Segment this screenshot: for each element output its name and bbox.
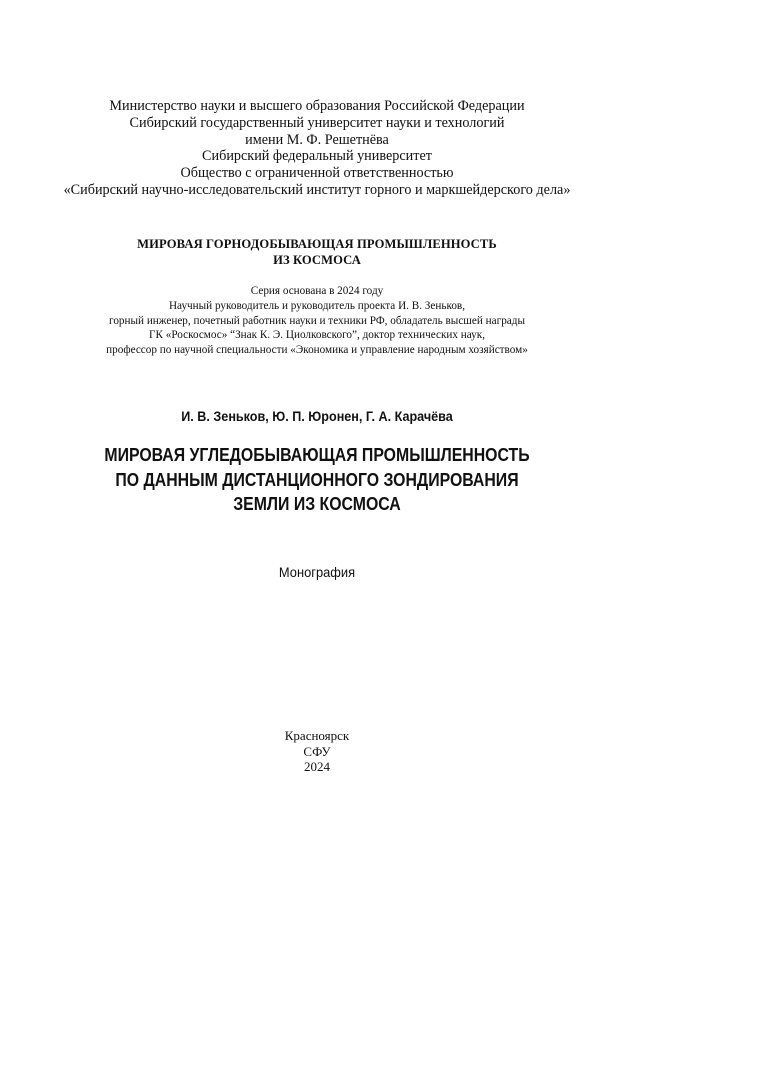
institution-line-sfu: Сибирский федеральный университет <box>202 148 432 165</box>
authors-line: И. В. Зеньков, Ю. П. Юронен, Г. А. Карачёва <box>181 408 453 424</box>
institution-line-ministry: Министерство науки и высшего образования Российской Федерации <box>109 98 525 114</box>
institution-line-institute: «Сибирский научно-исследовательский институт горного и маркшейдерского дела» <box>63 181 571 198</box>
imprint-publisher: СФУ <box>303 743 331 759</box>
series-info-line-supervisor: Научный руководитель и руководитель проекта И. В. Зеньков, <box>168 299 466 312</box>
series-info-line-specialty: профессор по научной специальности «Экономика и управление народным хозяйством» <box>106 344 528 357</box>
series-info-line-credentials: горный инженер, почетный работник науки и техники РФ, обладатель высшей награды <box>109 314 525 327</box>
institution-line-llc: Общество с ограниченной ответственностью <box>180 165 454 182</box>
institutions-block <box>0 98 634 199</box>
series-title <box>0 237 634 268</box>
genre <box>25 563 608 581</box>
genre-label: Монография <box>278 564 356 580</box>
series-info-line-award: ГК «Роскосмос» “Знак К. Э. Циолковского”, доктор технических наук, <box>149 329 485 342</box>
series-info-line-founded: Серия основана в 2024 году <box>250 285 384 297</box>
imprint-city: Красноярск <box>284 728 350 743</box>
imprint <box>0 728 634 775</box>
institution-line-sibgu: Сибирский государственный университет науки и технологий <box>129 114 505 131</box>
series-info <box>0 284 634 358</box>
series-title-line-2: ИЗ КОСМОСА <box>273 252 361 267</box>
book-title-line-3: ЗЕМЛИ ИЗ КОСМОСА <box>233 494 401 515</box>
institution-line-sibgu-name: имени М. Ф. Решетнёва <box>245 131 389 148</box>
book-title-line-1: МИРОВАЯ УГЛЕДОБЫВАЮЩАЯ ПРОМЫШЛЕННОСТЬ <box>104 445 530 465</box>
book-title <box>38 443 596 517</box>
book-title-line-2: ПО ДАННЫМ ДИСТАНЦИОННОГО ЗОНДИРОВАНИЯ <box>115 469 519 490</box>
imprint-year: 2024 <box>304 759 330 774</box>
series-title-line-1: МИРОВАЯ ГОРНОДОБЫВАЮЩАЯ ПРОМЫШЛЕННОСТЬ <box>137 237 497 251</box>
authors <box>32 407 603 425</box>
